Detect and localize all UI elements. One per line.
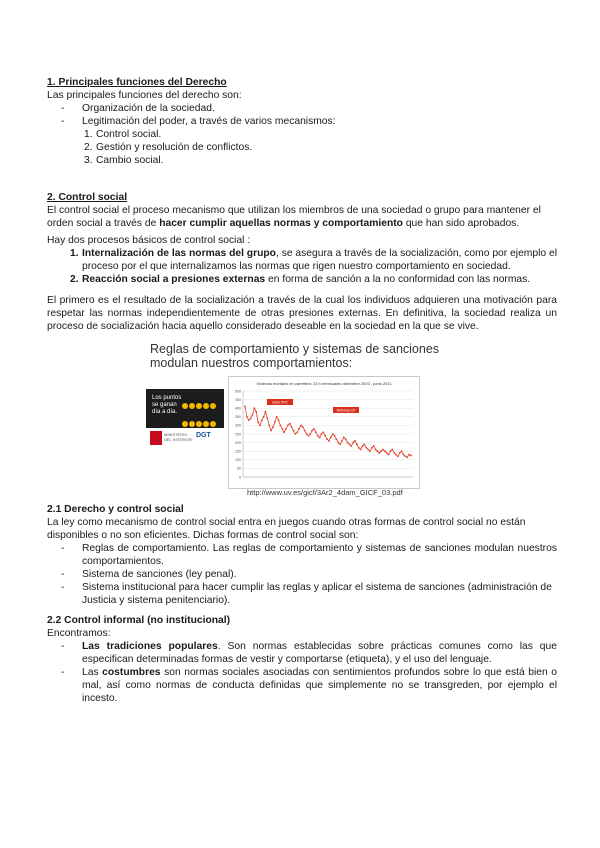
list-item: - Legitimación del poder, a través de varios mecanismos:	[47, 115, 557, 128]
campaign-panel	[146, 389, 224, 433]
y-tick-label: 250	[235, 432, 241, 437]
data-point	[406, 456, 408, 458]
data-point	[253, 407, 255, 409]
section-2-1	[47, 503, 557, 607]
data-point	[354, 440, 356, 442]
ordered-item: 1. Internalización de las normas del grupo, se asegura a través de la socialización, como por ejemplo el proceso por el que internalizamos las normas que rigen nuestro comportamiento en sociedad.	[70, 248, 557, 272]
numbered-item: 3. Cambio social.	[84, 155, 164, 166]
chart-canvas	[229, 377, 419, 488]
data-point	[244, 406, 246, 408]
data-point	[330, 437, 332, 439]
data-point	[289, 423, 291, 425]
data-point	[294, 433, 296, 435]
data-point	[302, 426, 304, 428]
data-point	[319, 437, 321, 439]
y-tick-label: 300	[235, 423, 241, 428]
data-point	[393, 452, 395, 454]
data-point	[345, 438, 347, 440]
data-point	[257, 421, 259, 423]
ordered-item: 2. Reacción social a presiones externas en forma de sanción a la no conformidad con las normas.	[70, 274, 531, 285]
chart-title: Víctimas mortales en carretera: 24 h mensuales diciembre 2003 - junio 2011	[256, 381, 392, 386]
data-point	[308, 435, 310, 437]
annotation-label: Inicio PPC	[272, 400, 288, 405]
y-tick-label: 450	[235, 397, 241, 402]
data-point	[315, 431, 317, 433]
figure-title: Reglas de comportamiento y sistemas de sanciones modulan nuestros comportamientos:	[150, 342, 440, 370]
data-point	[373, 445, 375, 447]
section-2-1-title: 2.1 Derecho y control social	[47, 504, 184, 515]
section-1	[47, 76, 557, 167]
data-point	[377, 450, 379, 452]
data-point	[268, 425, 270, 427]
data-point	[252, 414, 254, 416]
data-point	[285, 428, 287, 430]
data-point	[334, 435, 336, 437]
data-point	[324, 435, 326, 437]
data-point	[321, 433, 323, 435]
section-2-paragraph: El control social el proceso mecanismo que utilizan los miembros de una sociedad o grupo para mantener el orden social a través de hacer cumplir aquellas normas y comportamiento que han sido aprobados.	[47, 205, 541, 229]
list-item: - Sistema institucional para hacer cumplir las reglas y aplicar el sistema de sanciones (administración de Justicia y sistema penitenciario).	[47, 581, 557, 607]
data-point	[328, 440, 330, 442]
data-point	[266, 418, 268, 420]
list-item: - Las costumbres son normas sociales asociadas con sentimientos profundos sobre lo que está bien o mal, así como normas de conducta definidas que simplemente no se transgreden, por ejemplo el incesto.	[47, 666, 557, 705]
data-point	[293, 430, 295, 432]
series-line	[245, 406, 411, 457]
y-tick-label: 50	[237, 466, 241, 471]
data-point	[390, 450, 392, 452]
data-point	[335, 438, 337, 440]
data-point	[371, 447, 373, 449]
data-point	[337, 442, 339, 444]
data-point	[280, 425, 282, 427]
data-point	[410, 455, 412, 457]
section-2-1-intro: La ley como mecanismo de control social entra en juegos cuando otras formas de control social no están disponibles o no son eficientes. Dichas formas de control social son:	[47, 517, 526, 541]
campaign-text: Los puntos se ganan día a día.	[152, 395, 182, 415]
data-point	[250, 418, 252, 420]
list-item: - Sistema de sanciones (ley penal).	[47, 568, 557, 581]
data-point	[278, 419, 280, 421]
data-point	[408, 454, 410, 456]
data-point	[369, 450, 371, 452]
data-point	[403, 454, 405, 456]
numbered-item: 2. Gestión y resolución de conflictos.	[84, 142, 253, 153]
data-point	[384, 450, 386, 452]
list-item: - Reglas de comportamiento. Las reglas de comportamiento y sistemas de sanciones modulan nuestros comportamientos.	[47, 542, 557, 568]
section-1-intro: Las principales funciones del derecho son:	[47, 90, 242, 101]
data-point	[367, 449, 369, 451]
y-tick-label: 200	[235, 440, 241, 445]
data-point	[246, 416, 248, 418]
data-point	[313, 428, 315, 430]
list-item: - Las tradiciones populares. Son normas establecidas sobre prácticas comunes como las que especifican determinadas formas de vestir y comportarse (etiqueta), y el uso del lenguaje.	[47, 640, 557, 666]
data-point	[248, 419, 250, 421]
data-point	[276, 416, 278, 418]
data-point	[270, 430, 272, 432]
data-point	[291, 426, 293, 428]
data-point	[265, 411, 267, 413]
data-point	[304, 430, 306, 432]
data-point	[341, 440, 343, 442]
data-point	[322, 431, 324, 433]
data-point	[272, 426, 274, 428]
section-2-2-intro: Encontramos:	[47, 628, 111, 639]
data-point	[274, 421, 276, 423]
y-tick-label: 100	[235, 458, 241, 463]
section-2-2-title: 2.2 Control informal (no institucional)	[47, 615, 231, 626]
data-point	[401, 450, 403, 452]
figure-caption: http://www.uv.es/gicf/3Ar2_4dam_GICF_03.pdf	[247, 488, 403, 497]
data-point	[380, 450, 382, 452]
data-point	[349, 443, 351, 445]
data-point	[296, 431, 298, 433]
data-point	[399, 452, 401, 454]
data-point	[363, 443, 365, 445]
data-point	[405, 455, 407, 457]
data-point	[343, 437, 345, 439]
ministry-logo-text: MINISTERIO DEL INTERIOR	[164, 432, 192, 442]
y-tick-label: 400	[235, 406, 241, 411]
data-point	[309, 433, 311, 435]
data-point	[362, 445, 364, 447]
y-tick-label: 0	[239, 475, 241, 480]
data-point	[283, 431, 285, 433]
dgt-logo: DGT	[196, 432, 211, 439]
data-point	[263, 416, 265, 418]
data-point	[326, 438, 328, 440]
fatalities-chart	[228, 376, 420, 489]
data-point	[339, 443, 341, 445]
annotation-label: Reforma CP	[336, 408, 356, 413]
ministry-shield-icon	[150, 431, 162, 445]
data-point	[287, 425, 289, 427]
numbered-item: 1. Control social.	[84, 129, 162, 140]
data-point	[317, 435, 319, 437]
data-point	[332, 433, 334, 435]
section-2-conclusion: El primero es el resultado de la socialización a través de la cual los individuos adquieren una motivación para respetar las normas independientemente de otras presiones externas. En definitiva, la sociedad realiza un proceso de socialización hacia aquello considerado deseable en la sociedad en la que se vive.	[47, 295, 557, 332]
data-point	[358, 447, 360, 449]
data-point	[352, 442, 354, 444]
data-point	[395, 454, 397, 456]
section-2-2	[47, 614, 557, 705]
data-point	[386, 452, 388, 454]
data-point	[388, 454, 390, 456]
data-point	[311, 430, 313, 432]
y-tick-label: 150	[235, 449, 241, 454]
data-point	[391, 449, 393, 451]
data-point	[382, 449, 384, 451]
section-2-processes-intro: Hay dos procesos básicos de control social :	[47, 235, 251, 246]
section-2	[47, 191, 557, 333]
data-point	[378, 452, 380, 454]
data-point	[397, 455, 399, 457]
data-point	[347, 442, 349, 444]
data-point	[261, 419, 263, 421]
section-1-title: 1. Principales funciones del Derecho	[47, 77, 227, 88]
data-point	[298, 428, 300, 430]
section-2-title: 2. Control social	[47, 192, 128, 203]
data-point	[300, 425, 302, 427]
data-point	[255, 411, 257, 413]
data-point	[356, 443, 358, 445]
data-point	[375, 449, 377, 451]
y-tick-label: 500	[235, 389, 241, 394]
data-point	[350, 445, 352, 447]
data-point	[306, 433, 308, 435]
data-point	[365, 447, 367, 449]
y-tick-label: 350	[235, 415, 241, 420]
data-point	[259, 425, 261, 427]
data-point	[281, 428, 283, 430]
data-point	[360, 449, 362, 451]
list-item: - Organización de la sociedad.	[47, 102, 557, 115]
